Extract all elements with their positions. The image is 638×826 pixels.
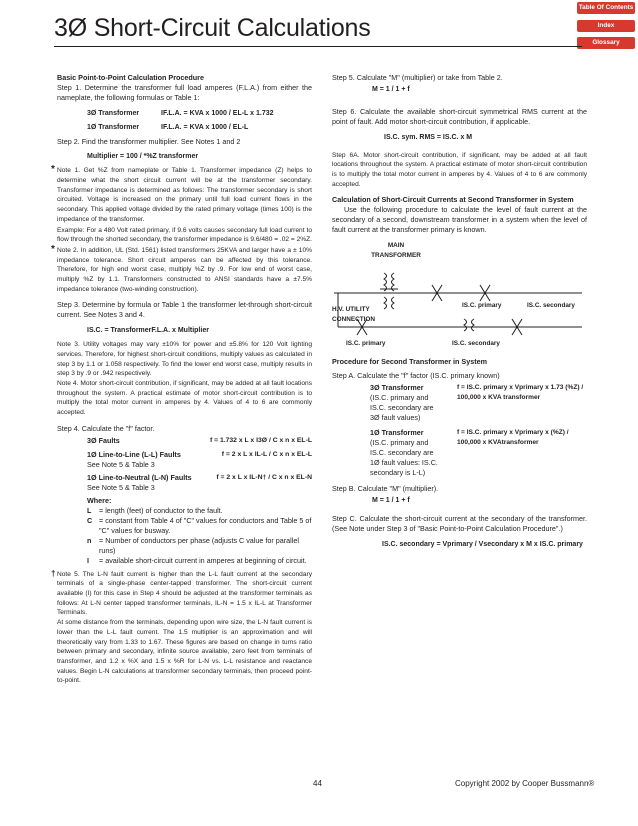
where-key: C [87, 516, 93, 526]
left-column [51, 73, 312, 692]
fln-label-group [87, 473, 192, 493]
fll-sub: See Note 5 & Table 3 [87, 459, 155, 469]
note4: Note 4. Motor short-circuit contribution, if significant, may be added at all fault locations throughout the system. A practical estimate of motor short-circuit contribution is to multiply the total motor current in amperes by 4. Values of 4 to 6 are commonly accepted. [57, 380, 312, 417]
diagram-isc-secondary-1: IS.C. secondary [527, 301, 575, 309]
diagram-isc-secondary-2: IS.C. secondary [452, 339, 500, 347]
mb-formula [332, 496, 587, 506]
fll-label: 1Ø Line-to-Line (L-L) Faults [87, 449, 181, 459]
fln-equation: f = 2 x L x IL-N† / C x n x EL-N [216, 474, 312, 482]
f3-equation: f = 1.732 x L x I3Ø / C x n x EL-L [209, 436, 312, 444]
a3-text: (IS.C. primary and IS.C. secondary are 3Ø fault values) [370, 392, 434, 422]
page-title: 3Ø Short-Circuit Calculations [54, 14, 371, 42]
asterisk-mark: * [51, 164, 55, 176]
step6a-text: Step 6A. Motor short-circuit contribution, if significant, may be added at all fault locations throughout the system. A practical estimate of motor short-circuit contribution is to multiply the total motor current in amperes by 4. Values of 4 to 6 are commonly accepted. [332, 151, 587, 188]
step5-text: Step 5. Calculate "M" (multiplier) or take from Table 2. [332, 73, 503, 82]
step3-text: Step 3. Determine by formula or Table 1 the transformer let-through short-circuit current. See Notes 3 and 4. [57, 300, 312, 320]
step6-equation: IS.C. sym. RMS = IS.C. x M [384, 133, 473, 141]
dagger-mark: † [51, 568, 56, 578]
title-rule [54, 46, 582, 47]
stepC-text: Step C. Calculate the short-circuit current at the secondary of the transformer. (See Note under Step 3 of "Basic Point-to-Point Calculation Procedure".) [332, 513, 587, 533]
second-tx-text: Use the following procedure to calculate the level of fault current at the secondary of a second, downstream transformer in a system when the level of fault current at the transformer primary is known. [332, 205, 587, 235]
m-equation: M = 1 / 1 + f [372, 85, 410, 93]
note1 [51, 164, 312, 224]
diagram-hv-utility-label: H.V. UTILITY CONNECTION [332, 305, 375, 323]
three-phase-tx-label: 3Ø Transformer [87, 109, 140, 117]
procedure-second-heading: Procedure for Second Transformer in System [332, 356, 487, 366]
fln-label: 1Ø Line-to-Neutral (L-N) Faults [87, 473, 192, 483]
a1-group [370, 428, 440, 478]
step3-formula [57, 326, 312, 336]
fln-sub: See Note 5 & Table 3 [87, 483, 155, 493]
fll-label-group [87, 450, 181, 470]
step3-equation: IS.C. = TransformerF.L.A. x Multiplier [87, 327, 209, 335]
fln-row [57, 473, 312, 493]
a1-equation: f = IS.C. primary x Vprimary x (%Z) / 100,000 x KVAtransformer [457, 429, 569, 447]
where-item [87, 536, 312, 556]
note1-example: Example: For a 480 Volt rated primary, if 9.6 volts causes secondary full load current to flow through the shorted secondary, the transformer impedance is 9.6/480 = .02 = 2%Z. [57, 226, 312, 244]
where-key: L [87, 506, 92, 516]
step1-text: Step 1. Determine the transformer full load amperes (F.L.A.) from either the nameplate, the following formulas or Table 1: [57, 82, 312, 102]
where-value: = constant from Table 4 of "C" values for conductors and Table 5 of "C" values for busway. [99, 516, 312, 535]
a1-title: 1Ø Transformer [370, 428, 424, 438]
note3: Note 3. Utility voltages may vary ±10% for power and ±5.8% for 120 Volt lighting services. Therefore, for highest short-circuit conditions, multiply values as calculated in step 3 by 1.1 or 1.058 respectively. To find the lower end worst case, multiply results in step 3 by .9 or .942 respectively. [57, 341, 312, 378]
fll-equation: f = 2 x L x IL-L / C x n x EL-L [221, 450, 312, 458]
m-formula [332, 85, 587, 95]
diagram-isc-primary-2: IS.C. primary [346, 339, 386, 347]
note5 [51, 568, 312, 619]
a3-group [370, 383, 440, 423]
a3-title: 3Ø Transformer [370, 382, 424, 392]
note2 [51, 243, 312, 295]
step6-text: Step 6. Calculate the available short-circuit symmetrical RMS current at the point of fault. Add motor short-circuit contribution, if applicable. [332, 106, 587, 126]
c-equation: IS.C. secondary = Vprimary / Vsecondary x M x IS.C. primary [382, 540, 583, 548]
where-value: = length (feet) of conductor to the fault. [99, 506, 223, 516]
fll-row [57, 450, 312, 470]
multiplier-formula [57, 152, 312, 162]
where-key: I [87, 555, 89, 565]
page-number: 44 [313, 779, 322, 788]
note5-more: At some distance from the terminals, depending upon wire size, the L-N fault current is lower than the L-L fault current. The 1.5 multiplier is an approximation and will theoretically vary from 1.33 to 1.67. These figures are based on change in turns ratio between primary and secondary, infinite source available, zero feet from terminals of transformer, and 1.2 x %X and 1.5 x %R for L-N vs. L-L resistance and reactance values. Begin L-N calculations at transformer secondary terminals, then proceed point-to-point. [57, 619, 312, 685]
right-column [332, 73, 587, 553]
a1-text: (IS.C. primary and IS.C. secondary are 1Ø fault values: IS.C. secondary is L-L) [370, 438, 438, 478]
glossary-button[interactable]: Glossary [577, 37, 635, 49]
f3-row [57, 436, 312, 446]
three-phase-tx-equation: IF.L.A. = KVA x 1000 / EL-L x 1.732 [161, 109, 274, 117]
c-formula [332, 540, 587, 550]
multiplier-equation: Multiplier = 100 / *%Z transformer [87, 153, 199, 161]
one-phase-tx-formula [57, 123, 312, 133]
asterisk-mark: * [51, 243, 55, 255]
procedure-heading: Basic Point-to-Point Calculation Procedure [57, 73, 204, 82]
a3-equation: f = IS.C. primary x Vprimary x 1.73 (%Z) / 100,000 x KVA transformer [457, 383, 584, 401]
where-block [57, 496, 312, 565]
where-item [87, 516, 312, 536]
where-value: = Number of conductors per phase (adjusts C value for parallel runs) [99, 535, 299, 555]
note5-text: Note 5. The L-N fault current is higher than the L-L fault current at the secondary terminals of a single-phase center-tapped transformer. The short-circuit current available (I) for this case in Step 4 should be adjusted at the transformer terminals as follows: At L-N center tapped transformer terminals, IL-N = 1.5 x IL-L at Transformer Terminals. [57, 570, 312, 617]
stepA-text: Step A. Calculate the "f" factor (IS.C. primary known) [332, 370, 500, 380]
diagram-main-transformer-label: MAIN TRANSFORMER [371, 241, 421, 259]
index-button[interactable]: Index [577, 20, 635, 32]
one-phase-tx-equation: IF.L.A. = KVA x 1000 / EL-L [161, 123, 249, 131]
step2-text: Step 2. Find the transformer multiplier. See Notes 1 and 2 [57, 136, 241, 146]
copyright: Copyright 2002 by Cooper Bussmann® [455, 779, 595, 788]
one-phase-tx-label: 1Ø Transformer [87, 123, 140, 131]
where-label: Where: [87, 496, 112, 506]
where-key: n [87, 535, 92, 545]
a1-row [332, 428, 587, 478]
where-item [87, 506, 312, 516]
stepB-text: Step B. Calculate "M" (multiplier). [332, 483, 439, 493]
step4-text: Step 4. Calculate the "f" factor. [57, 423, 155, 433]
a3-row [332, 383, 587, 423]
where-value: = available short-circuit current in amperes at beginning of circuit. [99, 555, 307, 565]
table-of-contents-button[interactable]: Table Of Contents [577, 2, 635, 14]
note1-text: Note 1. Get %Z from nameplate or Table 1. Transformer impedance (Z) helps to determine what the short circuit current will be at the transformer secondary. Transformer impedance is determined as follows: The transformer secondary is short circuited. Voltage is increased on the primary until full load current flows in the secondary. This applied voltage divided by the rated primary voltage (times 100) is the impedance of the transformer. [57, 167, 312, 223]
diagram-isc-primary-1: IS.C. primary [462, 301, 502, 309]
one-line-diagram [332, 241, 587, 351]
f3-label: 3Ø Faults [87, 435, 120, 445]
note2-text: Note 2. In addition, UL (Std. 1561) listed transformers 25KVA and larger have a ± 10% impedance tolerance. Short circuit amperes can be affected by this tolerance. Therefore, for high end worst case, multiply %Z by .9. For low end of worst case, multiply %Z by 1.1. Transformers constructed to ANSI standards have a ±7.5% impedance tolerance (two-winding construction). [57, 246, 312, 293]
step6-formula [332, 133, 587, 143]
second-tx-heading: Calculation of Short-Circuit Currents at Second Transformer in System [332, 195, 574, 205]
three-phase-tx-formula [57, 109, 312, 119]
where-item [87, 556, 312, 566]
mb-equation: M = 1 / 1 + f [372, 496, 410, 504]
